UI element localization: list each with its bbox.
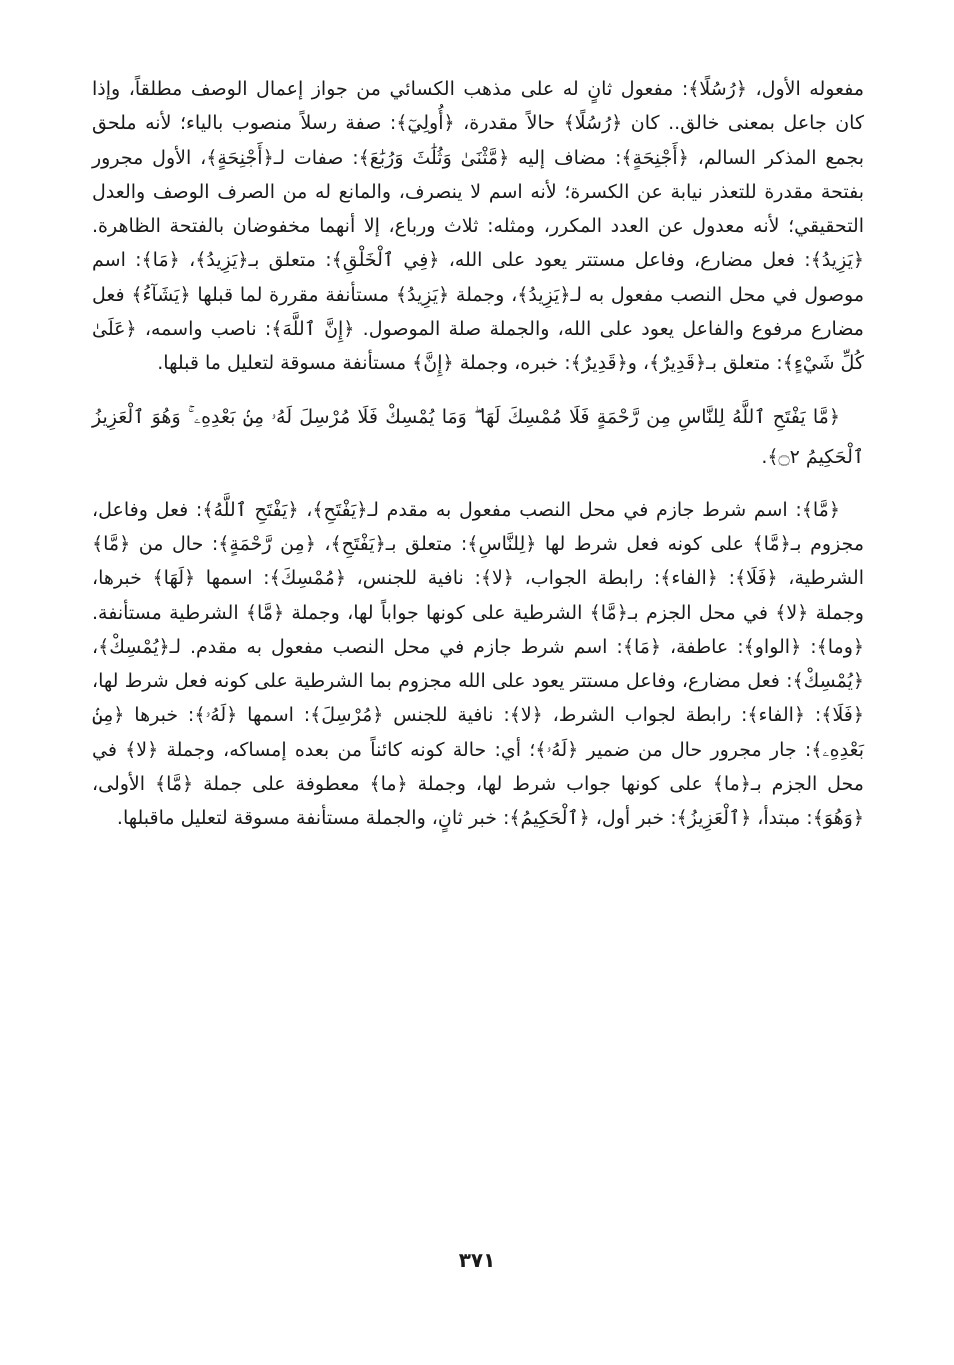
page-body: [92, 72, 864, 836]
page-number: ٣٧١: [458, 1248, 496, 1272]
quran-verse: ﴿مَّا يَفْتَحِ ٱللَّهُ لِلنَّاسِ مِن رَّحْمَةٍ فَلَا مُمْسِكَ لَهَا ۖ وَمَا يُمْسِكْ فَلَا مُرْسِلَ لَهُۥ مِنۢ بَعْدِهِۦ ۚ وَهُوَ ٱلْعَزِيزُ ٱلْحَكِيمُ ۝٢﴾.: [92, 405, 864, 468]
commentary-paragraph-2: ﴿مَّا﴾: اسم شرط جازم في محل النصب مفعول به مقدم لـ﴿يَفْتَحِ﴾، ﴿يَفْتَحِ ٱللَّهُ﴾: فعل وفاعل، مجزوم بـ﴿مَّا﴾ على كونه فعل شرط لها ﴿لِلنَّاسِ﴾: متعلق بـ﴿يَفْتَحِ﴾، ﴿مِن رَّحْمَةٍ﴾: حال من ﴿مَّا﴾ الشرطية، ﴿فَلَا﴾: ﴿الفاء﴾: رابطة الجواب، ﴿لا﴾: نافية للجنس، ﴿مُمْسِكَ﴾: اسمها ﴿لَهَا﴾ خبرها، وجملة ﴿لا﴾ في محل الجزم بـ﴿مَّا﴾ الشرطية على كونها جواباً لها، وجملة ﴿مَّا﴾ الشرطية مستأنفة. ﴿وما﴾: ﴿الواو﴾: عاطفة، ﴿مَا﴾: اسم شرط جازم في محل النصب مفعول به مقدم. لـ﴿يُمْسِكْ﴾، ﴿يُمْسِكْ﴾: فعل مضارع، وفاعل مستتر يعود على الله مجزوم بما الشرطية على كونه فعل شرط لها، ﴿فَلَا﴾: ﴿الفاء﴾: رابطة لجواب الشرط، ﴿لا﴾: نافية للجنس ﴿مُرْسِلَ﴾: اسمها ﴿لَهُۥ﴾: خبرها ﴿مِنۢ بَعْدِهِۦ﴾: جار مجرور حال من ضمير ﴿لَهُۥ﴾؛ أي: حالة كونه كائناً من بعده إمساكه، وجملة ﴿لا﴾ في محل الجزم بـ﴿ما﴾ على كونها جواب شرط لها، وجملة ﴿ما﴾ معطوفة على جملة ﴿مَّا﴾ الأولى، ﴿وَهُوَ﴾: مبتدأ، ﴿ٱلْعَزِيزُ﴾: خبر أول، ﴿ٱلْحَكِيمُ﴾: خبر ثانٍ، والجملة مستأنفة مسوقة لتعليل ماقبلها.: [92, 498, 864, 830]
commentary-paragraph-1: مفعوله الأول، ﴿رُسُلًا﴾: مفعول ثانٍ له على مذهب الكسائي من جواز إعمال الوصف مطلقاً، وإذا كان جاعل بمعنى خالق.. كان ﴿رُسُلًا﴾ حالاً مقدرة، ﴿أُولِيٓ﴾: صفة رسلاً منصوب بالياء؛ لأنه ملحق بجمع المذكر السالم، ﴿أَجْنِحَةٍ﴾: مضاف إليه ﴿مَّثْنَىٰ وَثُلَٰثَ وَرُبَٰعَ﴾: صفات لـ﴿أَجْنِحَةٍ﴾، الأول مجرور بفتحة مقدرة للتعذر نيابة عن الكسرة؛ لأنه اسم لا ينصرف، والمانع له من الصرف الوصف والعدل التحقيقي؛ لأنه معدول عن العدد المكرر، ومثله: ثلاث ورباع، إلا أنهما مخفوضان بالفتحة الظاهرة. ﴿يَزِيدُ﴾: فعل مضارع، وفاعل مستتر يعود على الله، ﴿فِي ٱلْخَلْقِ﴾: متعلق بـ﴿يَزِيدُ﴾، ﴿مَا﴾: اسم موصول في محل النصب مفعول به لـ﴿يَزِيدُ﴾، وجملة ﴿يَزِيدُ﴾ مستأنفة مقررة لما قبلها ﴿يَشَآءُ﴾ فعل مضارع مرفوع والفاعل يعود على الله، والجملة صلة الموصول. ﴿إِنَّ ٱللَّهَ﴾: ناصب واسمه، ﴿عَلَىٰ كُلِّ شَيْءٍ﴾: متعلق بـ﴿قَدِيرٌ﴾، و﴿قَدِيرٌ﴾: خبره، وجملة ﴿إِنَّ﴾ مستأنفة مسوقة لتعليل ما قبلها.: [92, 78, 864, 375]
